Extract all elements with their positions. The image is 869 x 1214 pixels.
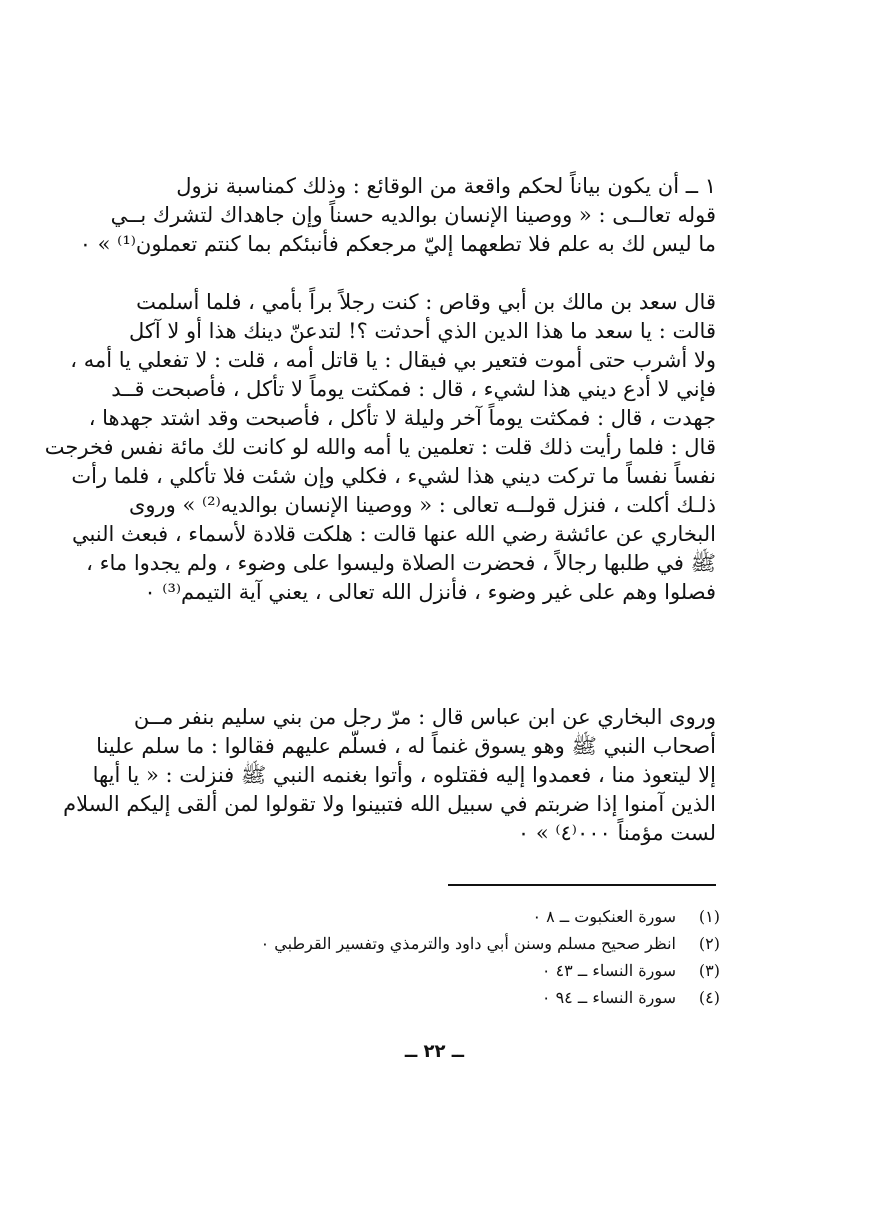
footnotes [240,903,720,1011]
footnote-text: سورة النساء ــ ٤٣ ٠ [541,961,676,980]
text-line: فإني لا أدع ديني هذا لشيء ، قال : فمكثت يوماً لا تأكل ، فأصبحت قــد [111,377,716,401]
text-line: قالت : يا سعد ما هذا الدين الذي أحدثت ؟! لتدعنّ دينك هذا أو لا آكل [128,319,716,343]
text-line: البخاري عن عائشة رضي الله عنها قالت : هلكت قلادة لأسماء ، فبعث النبي [71,522,716,546]
text-line: ما ليس لك به علم فلا تطعهما إليّ مرجعكم فأنبئكم بما كنتم تعملون⁽¹⁾ » ٠ [79,232,716,256]
text-line: ١ ــ أن يكون بياناً لحكم واقعة من الوقائع : وذلك كمناسبة نزول [176,174,716,198]
footnote-text: سورة العنكبوت ــ ٨ ٠ [532,907,676,926]
text-line: الذين آمنوا إذا ضربتم في سبيل الله فتبينوا ولا تقولوا لمن ألقى إليكم السلام [63,792,716,816]
text-line: لست مؤمناً ٠٠٠⁽٤⁾ » ٠ [517,821,716,845]
text-line: جهدت ، قال : فمكثت يوماً آخر وليلة لا تأكل ، فأصبحت وقد اشتد جهدها ، [88,406,716,430]
paragraph-saad-story [44,288,716,607]
text-line: فصلوا وهم على غير وضوء ، فأنزل الله تعالى ، يعني آية التيمم⁽³⁾ ٠ [144,580,716,604]
footnote-number: (٢) [698,934,720,953]
footnote-separator [448,884,716,886]
footnote-item [240,984,720,1011]
text-line: ولا أشرب حتى أموت فتعير بي فيقال : يا قاتل أمه ، قلت : لا تفعلي يا أمه ، [70,348,716,372]
footnote-number: (٤) [698,988,720,1007]
paragraph-ibn-abbas-story [63,703,716,848]
footnote-item [240,957,720,984]
text-line: ذلـك أكلت ، فنزل قولــه تعالى : « ووصينا الإنسان بوالديه⁽²⁾ » وروى [128,493,716,517]
page-number: ــ ٢٢ ــ [404,1041,465,1062]
text-line: وروى البخاري عن ابن عباس قال : مرّ رجل من بني سليم بنفر مــن [133,705,716,729]
text-line: أصحاب النبي ﷺ وهو يسوق غنماً له ، فسلّم عليهم فقالوا : ما سلم علينا [96,734,716,758]
footnote-text: انظر صحيح مسلم وسنن أبي داود والترمذي وتفسير القرطبي ٠ [260,934,676,953]
footnote-number: (١) [698,907,720,926]
paragraph-revelation-cause [79,172,716,259]
text-line: قال : فلما رأيت ذلك قلت : تعلمين يا أمه والله لو كانت لك مائة نفس فخرجت [44,435,716,459]
footnote-number: (٣) [698,961,720,980]
text-line: إلا ليتعوذ منا ، فعمدوا إليه فقتلوه ، وأتوا بغنمه النبي ﷺ فنزلت : « يا أيها [92,763,716,787]
footnote-item [240,903,720,930]
text-line: قوله تعالــى : « ووصينا الإنسان بوالديه حسناً وإن جاهداك لتشرك بــي [110,203,716,227]
footnote-text: سورة النساء ــ ٩٤ ٠ [541,988,676,1007]
text-line: نفساً نفساً ما تركت ديني هذا لشيء ، فكلي وإن شئت فلا تأكلي ، فلما رأت [71,464,716,488]
footnote-item [240,930,720,957]
text-line: ﷺ في طلبها رجالاً ، فحضرت الصلاة وليسوا على وضوء ، ولم يجدوا ماء ، [86,551,716,575]
text-line: قال سعد بن مالك بن أبي وقاص : كنت رجلاً براً بأمي ، فلما أسلمت [136,290,716,314]
